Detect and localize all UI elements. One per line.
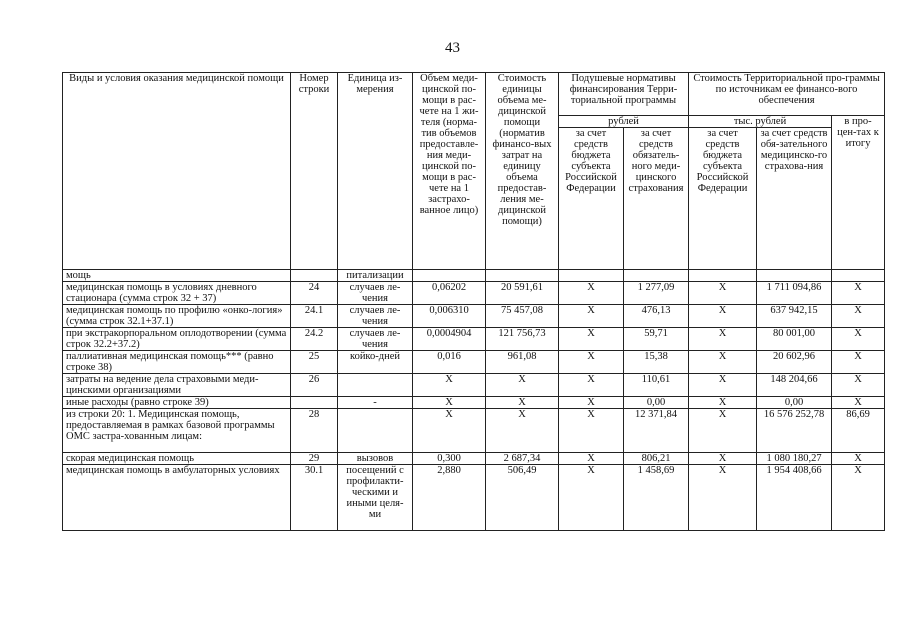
table-row: затраты на ведение дела страховыми меди-цинскими организациями 26 X X X 110,61 X 148 204,66 X bbox=[63, 374, 885, 397]
table-row: мощь питализации bbox=[63, 270, 885, 282]
header-unit-rub: рублей bbox=[559, 116, 689, 128]
table-row: медицинская помощь по профилю «онко-логия» (сумма строк 32.1+37.1) 24.1 случаев ле-чения 0,006310 75 457,08 X 476,13 X 637 942,15 X bbox=[63, 305, 885, 328]
header-unit-thous-rub: тыс. рублей bbox=[689, 116, 832, 128]
header-oms-rub: за счет средств обязатель-ного меди-цинского страхования bbox=[624, 128, 689, 270]
header-budget-thous: за счет средств бюджета субъекта Российской Федерации bbox=[689, 128, 757, 270]
header-kind: Виды и условия оказания медицинской помощи bbox=[63, 73, 291, 270]
header-per-capita: Подушевые нормативы финансирования Терри-ториальной программы bbox=[559, 73, 689, 116]
table-row: иные расходы (равно строке 39) - X X X 0,00 X 0,00 X bbox=[63, 397, 885, 409]
header-program-cost: Стоимость Территориальной про-граммы по источникам ее финансо-вого обеспечения bbox=[689, 73, 885, 116]
table-row: при экстракорпоральном оплодотворении (сумма строк 32.2+37.2) 24.2 случаев ле-чения 0,0004904 121 756,73 X 59,71 X 80 001,00 X bbox=[63, 328, 885, 351]
table-row: паллиативная медицинская помощь*** (равно строке 38) 25 койко-дней 0,016 961,08 X 15,38 X 20 602,96 X bbox=[63, 351, 885, 374]
table-row: медицинская помощь в амбулаторных условиях 30.1 посещений с профилакти-ческими и иными целя-ми 2,880 506,49 X 1 458,69 X 1 954 408,66 X bbox=[63, 465, 885, 531]
table-row: медицинская помощь в условиях дневного стационара (сумма строк 32 + 37) 24 случаев ле-чения 0,06202 20 591,61 X 1 277,09 X 1 711 094,86 X bbox=[63, 282, 885, 305]
header-percent: в про-цен-тах к итогу bbox=[832, 116, 885, 270]
header-unit-cost: Стоимость единицы объема ме-дицинской помощи (норматив финансо-вых затрат на единицу объема предостав-ления ме-дицинской помощи) bbox=[486, 73, 559, 270]
header-unit: Единица из-мерения bbox=[338, 73, 413, 270]
table-row: скорая медицинская помощь 29 вызовов 0,300 2 687,34 X 806,21 X 1 080 180,27 X bbox=[63, 453, 885, 465]
header-row-number: Номер строки bbox=[291, 73, 338, 270]
table-row: из строки 20: 1. Медицинская помощь, предоставляемая в рамках базовой программы ОМС застра-хованным лицам: 28 X X X 12 371,84 X 16 576 252,78 86,69 bbox=[63, 409, 885, 453]
page-number: 43 bbox=[445, 40, 460, 56]
header-oms-thous: за счет средств обя-зательного медицинско-го страхова-ния bbox=[757, 128, 832, 270]
header-budget-rub: за счет средств бюджета субъекта Российской Федерации bbox=[559, 128, 624, 270]
header-volume: Объем меди-цинской по-мощи в рас-чете на 1 жи-теля (норма-тив объемов предоставле-ния меди-цинской по-мощи в рас-чете на 1 застрахо-ванное лицо) bbox=[413, 73, 486, 270]
territorial-program-table bbox=[62, 72, 885, 531]
